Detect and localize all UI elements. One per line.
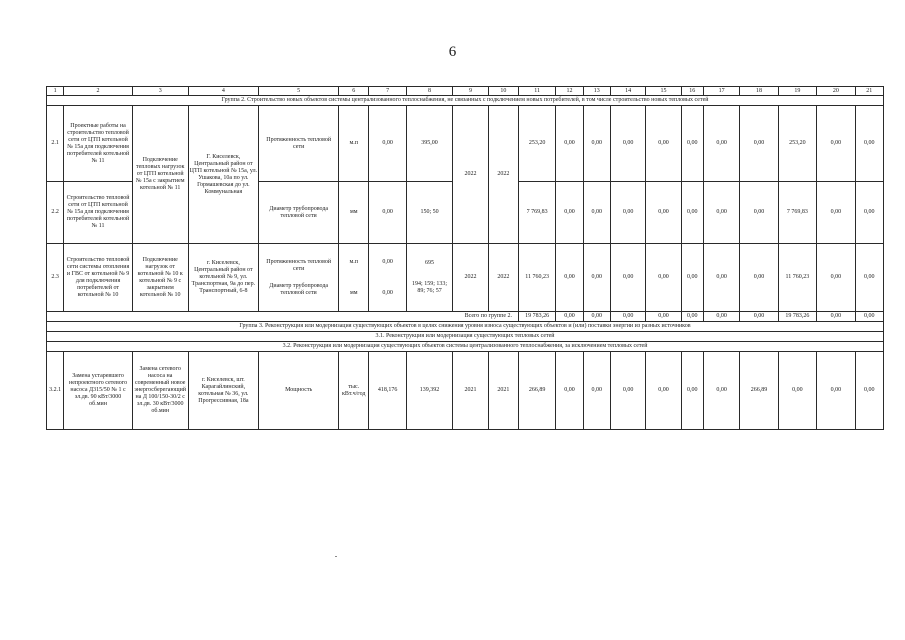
cost-cell: 0,00: [817, 106, 855, 182]
value-before: 0,00: [369, 182, 406, 244]
cost-cell: 0,00: [556, 106, 583, 182]
col-header: 3: [132, 87, 188, 96]
cost-cell: 0,00: [740, 182, 778, 244]
cost-cell: 0,00: [778, 352, 816, 430]
end-year: 2022: [488, 244, 518, 312]
project-location: г. Киселевск, шт. Карагайлинский, котельная № 36, ул. Прогрессивная, 18а: [188, 352, 259, 430]
cost-cell: 0,00: [855, 352, 883, 430]
parameter-b: Диаметр трубопровода тепловой сети: [269, 282, 329, 296]
cost-cell: 0,00: [556, 352, 583, 430]
project-name: Строительство тепловой сети системы отопления и ГВС от котельной № 9 для подключения потребителей от котельной № 10: [64, 244, 133, 312]
start-year: 2021: [453, 352, 488, 430]
scan-speck: [335, 556, 337, 557]
unit: мм: [339, 182, 369, 244]
col-header: 9: [453, 87, 488, 96]
value-before: [369, 244, 406, 312]
cost-cell: 266,89: [740, 352, 778, 430]
cost-cell: 0,00: [556, 312, 583, 322]
group-2-row: [47, 96, 884, 106]
col-header: 12: [556, 87, 583, 96]
cost-cell: 0,00: [817, 312, 855, 322]
col-header: 13: [583, 87, 610, 96]
table-row-2-1: [47, 106, 884, 182]
cost-cell: 253,20: [778, 106, 816, 182]
project-purpose: Замена сетевого насоса на современный новое энергосберегающий на Д 100/150-30/2 с эл.дв. 30 кВт/3000 об.мин: [132, 352, 188, 430]
value-before: 0,00: [369, 106, 406, 182]
unit: тыс. кВт.ч/год: [339, 352, 369, 430]
subgroup-3-2-row: [47, 342, 884, 352]
col-header: 16: [681, 87, 703, 96]
col-header: 21: [855, 87, 883, 96]
cost-cell: 0,00: [817, 182, 855, 244]
parameter-name: Мощность: [259, 352, 339, 430]
value-before: 418,176: [369, 352, 406, 430]
group-2-title: Группа 2. Строительство новых объектов системы централизованного теплоснабжения, не связанных с подключением новых потребителей, в том числе строительство новых тепловых сетей: [47, 96, 884, 106]
cost-cell: 0,00: [703, 352, 739, 430]
col-header: 4: [188, 87, 259, 96]
cost-cell: 0,00: [817, 352, 855, 430]
value-before-b: 0,00: [382, 289, 393, 296]
total-row-group-2: [47, 312, 884, 322]
cost-cell: 0,00: [583, 244, 610, 312]
page-number: 6: [448, 44, 457, 60]
cost-cell: 11 760,23: [778, 244, 816, 312]
cost-cell: 7 769,83: [778, 182, 816, 244]
col-header: 7: [369, 87, 406, 96]
cost-total: 7 769,83: [518, 182, 555, 244]
col-header: 14: [610, 87, 645, 96]
col-header: 17: [703, 87, 739, 96]
value-after: 150; 50: [406, 182, 453, 244]
cost-cell: 0,00: [610, 352, 645, 430]
cost-cell: 0,00: [583, 182, 610, 244]
col-header: 20: [817, 87, 855, 96]
cost-cell: 0,00: [610, 182, 645, 244]
cost-cell: 0,00: [556, 244, 583, 312]
subgroup-3-1-row: [47, 332, 884, 342]
row-number: 2.2: [47, 182, 64, 244]
value-after: [406, 244, 453, 312]
cost-total: 19 783,26: [518, 312, 555, 322]
cost-cell: 0,00: [740, 244, 778, 312]
cost-cell: 0,00: [740, 106, 778, 182]
cost-cell: 0,00: [610, 244, 645, 312]
group-3-row: [47, 322, 884, 332]
col-header: 19: [778, 87, 816, 96]
value-after: 139,392: [406, 352, 453, 430]
cost-cell: 0,00: [556, 182, 583, 244]
cost-cell: 0,00: [855, 244, 883, 312]
parameter-name: Протяженность тепловой сети: [259, 106, 339, 182]
cost-cell: 0,00: [583, 106, 610, 182]
unit: м.п: [339, 106, 369, 182]
cost-total: 266,89: [518, 352, 555, 430]
cost-cell: 0,00: [610, 312, 645, 322]
project-purpose: Подключение тепловых нагрузок от ЦТП котельной № 15а с закрытием котельной № 11: [132, 106, 188, 244]
cost-cell: 0,00: [703, 106, 739, 182]
cost-cell: 0,00: [817, 244, 855, 312]
project-name: Замена устаревшего непроектного сетевого насоса Д315/50 № 1 с эл.дв. 90 кВт/3000 об.мин: [64, 352, 133, 430]
value-after: 395,00: [406, 106, 453, 182]
project-location: Г. Киселевск, Центральный район от ЦТП котельной № 15а, ул. Ушакова, 10а по ул. Гормашевская до ул. Коммунальная: [188, 106, 259, 244]
col-header: 10: [488, 87, 518, 96]
group-3-title: Группа 3. Реконструкция или модернизация существующих объектов в целях снижения уровня износа существующих объектов и (или) поставки энергии из разных источников: [47, 322, 884, 332]
cost-cell: 0,00: [681, 312, 703, 322]
header-row: [47, 87, 884, 96]
parameter-a: Протяженность тепловой сети: [266, 258, 332, 272]
cost-cell: 0,00: [703, 182, 739, 244]
table-row-2-3: [47, 244, 884, 312]
unit-a: м.п: [349, 258, 358, 265]
value-before-a: 0,00: [382, 258, 393, 265]
cost-cell: 0,00: [681, 244, 703, 312]
col-header: 1: [47, 87, 64, 96]
cost-cell: 0,00: [855, 182, 883, 244]
cost-cell: 0,00: [646, 244, 681, 312]
col-header: 5: [259, 87, 339, 96]
row-number: 2.3: [47, 244, 64, 312]
cost-total: 253,20: [518, 106, 555, 182]
cost-total: 11 760,23: [518, 244, 555, 312]
project-location: г. Киселевск, Центральный район от котельной № 9, ул. Транспортная, 9а до пер. Транспортный, 6-8: [188, 244, 259, 312]
row-number: 2.1: [47, 106, 64, 182]
unit: [339, 244, 369, 312]
project-name: Проектные работы на строительство тепловой сети от ЦТП котельной № 15а для подключения потребителей котельной № 11: [64, 106, 133, 182]
col-header: 15: [646, 87, 681, 96]
cost-cell: 0,00: [855, 312, 883, 322]
parameter-name: [259, 244, 339, 312]
start-year: 2022: [453, 244, 488, 312]
project-name: Строительство тепловой сети от ЦТП котельной № 15а для подключения потребителей котельной № 11: [64, 182, 133, 244]
cost-cell: 0,00: [583, 352, 610, 430]
cost-cell: 19 783,26: [778, 312, 816, 322]
project-purpose: Подключение нагрузок от котельной № 10 к котельной № 9 с закрытием котельной № 10: [132, 244, 188, 312]
col-header: 6: [339, 87, 369, 96]
total-label: Всего по группе 2.: [47, 312, 519, 322]
table-row-3-2-1: [47, 352, 884, 430]
cost-cell: 0,00: [646, 312, 681, 322]
start-year: 2022: [453, 106, 488, 244]
col-header: 8: [406, 87, 453, 96]
cost-cell: 0,00: [646, 182, 681, 244]
end-year: 2021: [488, 352, 518, 430]
subgroup-3-2-title: 3.2. Реконструкция или модернизация существующих объектов системы централизованного теплоснабжения, за исключением тепловых сетей: [47, 342, 884, 352]
cost-cell: 0,00: [681, 106, 703, 182]
cost-cell: 0,00: [681, 352, 703, 430]
cost-cell: 0,00: [740, 312, 778, 322]
value-after-b: 194; 159; 133; 89; 76; 57: [412, 281, 448, 294]
cost-cell: 0,00: [703, 312, 739, 322]
cost-cell: 0,00: [681, 182, 703, 244]
cost-cell: 0,00: [646, 106, 681, 182]
cost-cell: 0,00: [646, 352, 681, 430]
subgroup-3-1-title: 3.1. Реконструкция или модернизация существующих тепловых сетей: [47, 332, 884, 342]
unit-b: мм: [349, 289, 358, 296]
col-header: 18: [740, 87, 778, 96]
cost-cell: 0,00: [855, 106, 883, 182]
investment-table: [46, 86, 884, 430]
col-header: 11: [518, 87, 555, 96]
cost-cell: 0,00: [610, 106, 645, 182]
value-after-a: 695: [425, 260, 435, 266]
end-year: 2022: [488, 106, 518, 244]
cost-cell: 0,00: [583, 312, 610, 322]
parameter-name: Диаметр трубопровода тепловой сети: [259, 182, 339, 244]
col-header: 2: [64, 87, 133, 96]
row-number: 3.2.1: [47, 352, 64, 430]
cost-cell: 0,00: [703, 244, 739, 312]
